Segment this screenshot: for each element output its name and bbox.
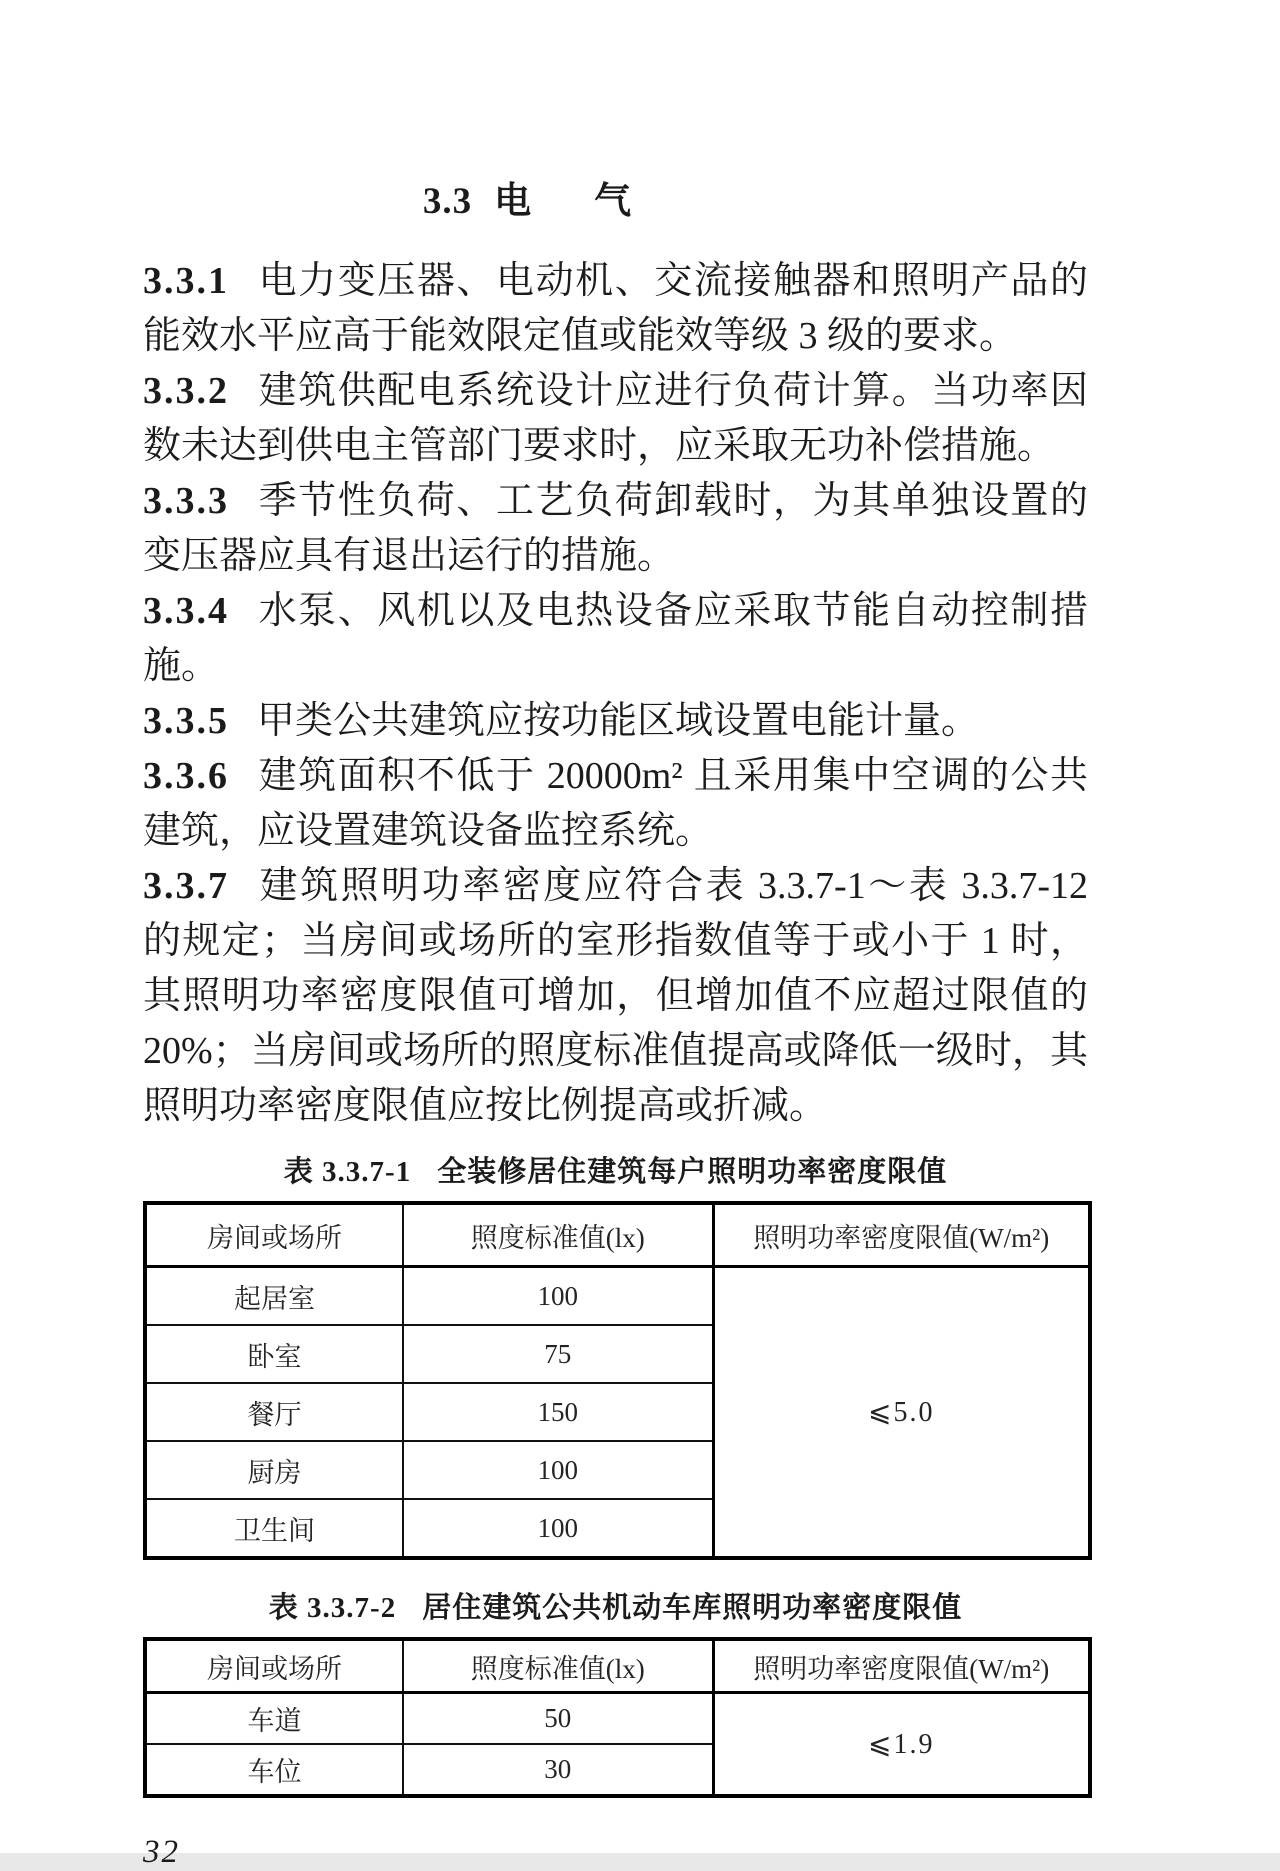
header-room: 房间或场所 [145,1639,403,1693]
section-title-char-2: 气 [594,181,633,222]
clause-text: 建筑照明功率密度应符合表 3.3.7-1～表 3.3.7-12 的规定；当房间或场所的室形指数值等于或小于 1 时，其照明功率密度限值可增加，但增加值不应超过限值的 20%；当房间或场所的照度标准值提高或降低一级时，其照明功率密度限值应按比例提高或折减。 [143,865,1088,1127]
room-cell: 餐厅 [145,1383,403,1441]
table-header-row [145,1203,1090,1267]
room-cell: 厨房 [145,1441,403,1499]
header-room: 房间或场所 [145,1203,403,1267]
header-illuminance: 照度标准值(lx) [403,1203,713,1267]
page-number: 32 [143,1834,180,1870]
lpd-limit-cell: ⩽1.9 [713,1693,1090,1797]
room-cell: 车位 [145,1744,403,1796]
clause-text: 建筑面积不低于 20000m² 且采用集中空调的公共建筑，应设置建筑设备监控系统。 [143,755,1088,852]
clause-list [143,254,1088,1134]
room-cell: 起居室 [145,1267,403,1326]
table-header-row [145,1639,1090,1693]
clause-3-3-2 [143,364,1088,474]
clause-text: 甲类公共建筑应按功能区域设置电能计量。 [257,700,980,742]
table-2-caption [143,1588,1088,1628]
clause-text: 建筑供配电系统设计应进行负荷计算。当功率因数未达到供电主管部门要求时，应采取无功补偿措施。 [143,370,1088,467]
room-cell: 卧室 [145,1325,403,1383]
clause-3-3-6 [143,749,1088,859]
section-number: 3.3 [422,181,473,222]
table-1-caption [143,1152,1088,1192]
section-title [143,178,1088,226]
clause-number: 3.3.6 [143,755,229,797]
clause-number: 3.3.5 [143,700,229,742]
clause-3-3-4 [143,584,1088,694]
table-2-caption-label: 表 3.3.7-2 [268,1592,397,1624]
clause-number: 3.3.3 [143,480,229,522]
room-cell: 卫生间 [145,1499,403,1558]
clause-number: 3.3.1 [143,260,229,302]
clause-number: 3.3.2 [143,370,229,412]
header-lpd-limit: 照明功率密度限值(W/m²) [713,1203,1090,1267]
clause-text: 电力变压器、电动机、交流接触器和照明产品的能效水平应高于能效限定值或能效等级 3 级的要求。 [143,260,1088,357]
clause-number: 3.3.7 [143,865,229,907]
lpd-limit-cell: ⩽5.0 [713,1267,1090,1559]
table-1-caption-title: 全装修居住建筑每户照明功率密度限值 [437,1156,948,1188]
header-lpd-limit: 照明功率密度限值(W/m²) [713,1639,1090,1693]
table-2-caption-title: 居住建筑公共机动车库照明功率密度限值 [422,1592,963,1624]
table-3-3-7-2 [143,1637,1092,1798]
illuminance-cell: 150 [403,1383,713,1441]
table-3-3-7-1 [143,1201,1092,1560]
illuminance-cell: 75 [403,1325,713,1383]
section-title-char-1: 电 [494,181,533,222]
illuminance-cell: 100 [403,1267,713,1326]
clause-text: 季节性负荷、工艺负荷卸载时，为其单独设置的变压器应具有退出运行的措施。 [143,480,1088,577]
clause-text: 水泵、风机以及电热设备应采取节能自动控制措施。 [143,590,1088,687]
illuminance-cell: 100 [403,1441,713,1499]
clause-number: 3.3.4 [143,590,229,632]
table-1-caption-label: 表 3.3.7-1 [283,1156,412,1188]
clause-3-3-1 [143,254,1088,364]
table-row [145,1693,1090,1745]
room-cell: 车道 [145,1693,403,1745]
clause-3-3-5 [143,694,1088,749]
clause-3-3-7 [143,859,1088,1134]
illuminance-cell: 100 [403,1499,713,1558]
illuminance-cell: 30 [403,1744,713,1796]
clause-3-3-3 [143,474,1088,584]
header-illuminance: 照度标准值(lx) [403,1639,713,1693]
table-row [145,1267,1090,1326]
illuminance-cell: 50 [403,1693,713,1745]
